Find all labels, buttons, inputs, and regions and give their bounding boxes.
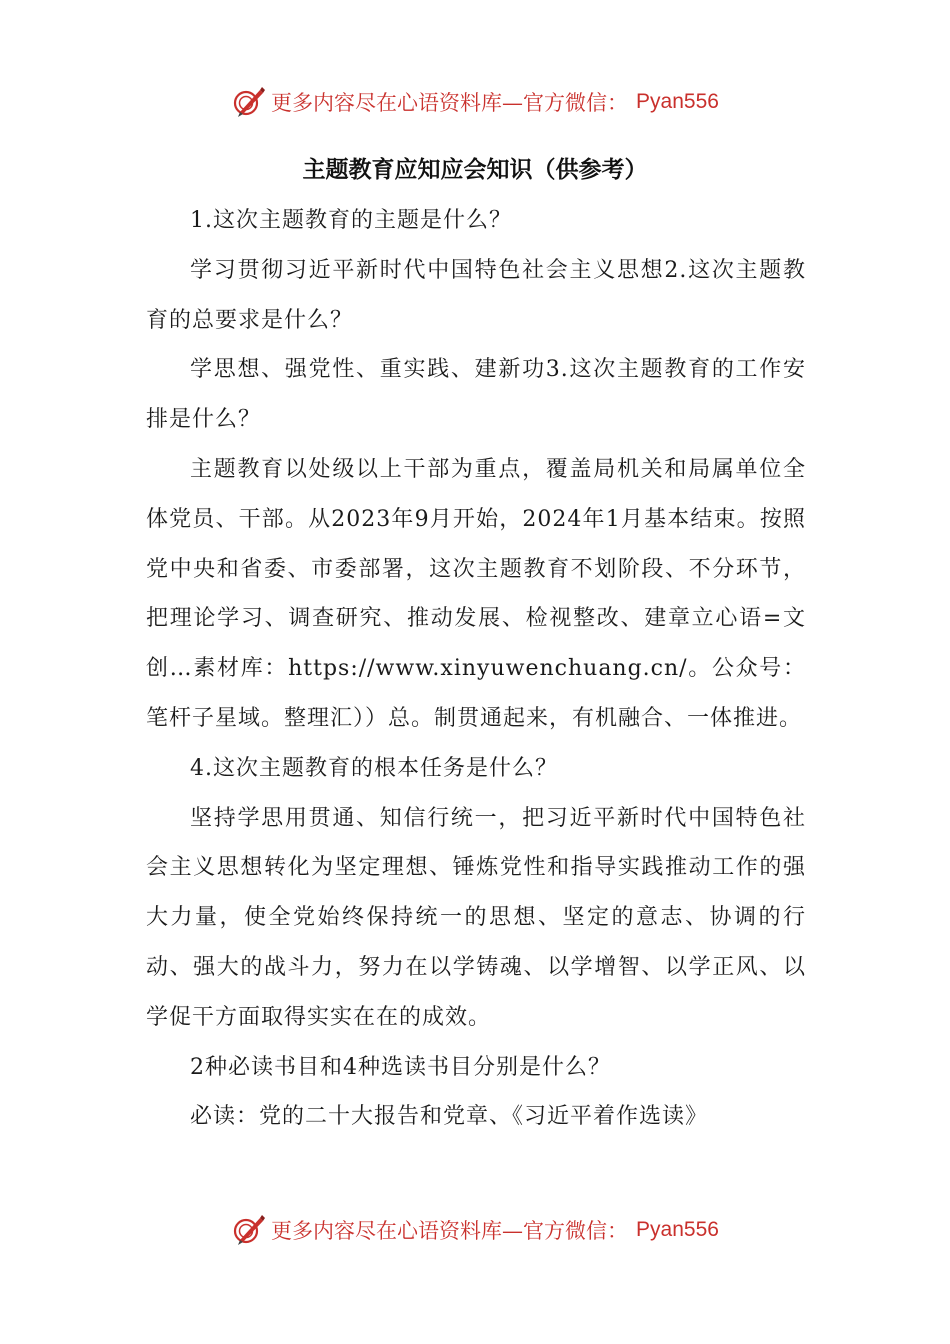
document-body [146, 196, 806, 1142]
question-5: 2种必读书目和4种选读书目分别是什么？ [190, 1054, 611, 1080]
question-4: 4.这次主题教育的根本任务是什么？ [190, 755, 558, 781]
answer-2: 学思想、强党性、重实践、建新功3.这次主题教育的工作安排是什么？ [146, 357, 806, 433]
header-watermark-banner [0, 80, 950, 124]
watermark-wechat-id: Pyan556 [636, 1218, 719, 1241]
answer-3: 主题教育以处级以上干部为重点，覆盖局机关和局属单位全体党员、干部。从2023年9月开始，2024年1月基本结束。按照党中央和省委、市委部署，这次主题教育不划阶段、不分环节，把理论学习、调查研究、推动发展、检视整改、建章立心语=文创…素材库：https://www.xinyuwenchuang.cn/。公众号：笔杆子星域。整理汇））总。制贯通起来，有机融合、一体推进。 [146, 456, 806, 731]
document-title: 主题教育应知应会知识（供参考） [302, 157, 648, 183]
watermark-wechat-id: Pyan556 [636, 90, 719, 113]
footer-watermark-banner [0, 1208, 950, 1252]
answer-4: 坚持学思用贯通、知信行统一，把习近平新时代中国特色社会主义思想转化为坚定理想、锤炼党性和指导实践推动工作的强大力量，使全党始终保持统一的思想、坚定的意志、协调的行动、强大的战斗力，努力在以学铸魂、以学增智、以学正风、以学促干方面取得实实在在的成效。 [146, 805, 806, 1030]
watermark-text: 更多内容尽在心语资料库—官方微信： [271, 91, 629, 115]
answer-1: 学习贯彻习近平新时代中国特色社会主义思想2.这次主题教育的总要求是什么？ [146, 257, 806, 333]
pen-logo-icon [231, 1213, 265, 1247]
pen-logo-icon [231, 85, 265, 119]
question-1: 1.这次主题教育的主题是什么？ [190, 208, 512, 233]
watermark-text: 更多内容尽在心语资料库—官方微信： [271, 1219, 629, 1243]
answer-5: 必读：党的二十大报告和党章、《习近平着作选读》 [190, 1104, 709, 1130]
